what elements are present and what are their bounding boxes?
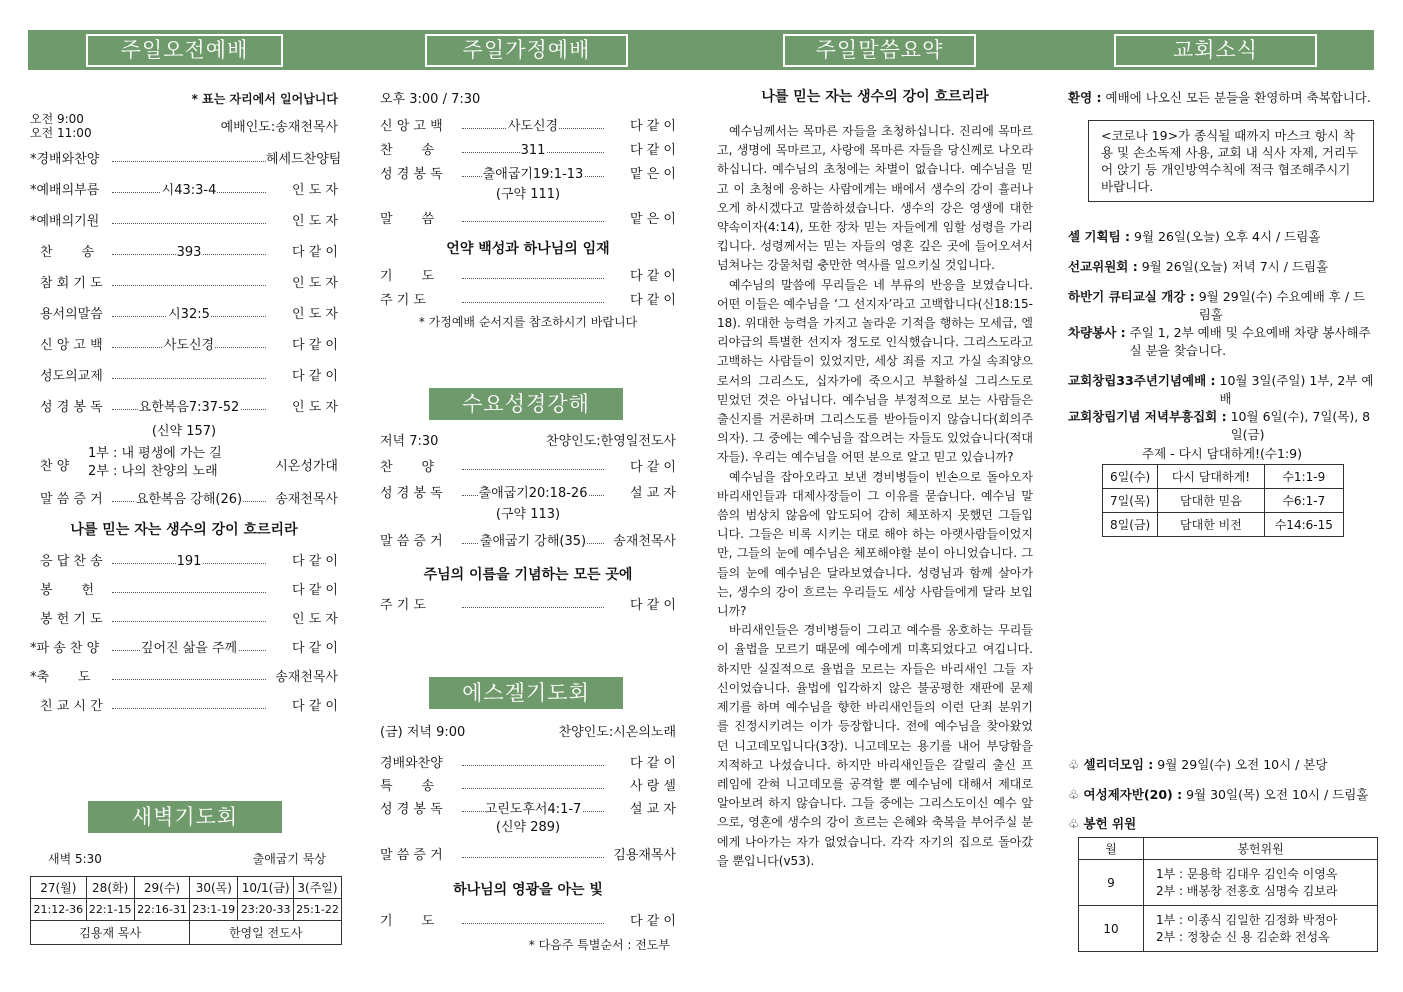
morning-witness-label: 말 씀 증 거 bbox=[40, 492, 103, 507]
morning-item2-leader-dots bbox=[112, 679, 266, 680]
wednesday-item2-leader-dots bbox=[462, 607, 604, 608]
sermon-title: 나를 믿는 자는 생수의 강이 흐르리라 bbox=[70, 522, 298, 538]
morning-item2-person: 인 도 자 bbox=[292, 612, 338, 627]
dawn-passage-cell: 23:20-33 bbox=[238, 899, 294, 921]
news-item bbox=[1068, 324, 1376, 372]
morning-item2-label: 친 교 시 간 bbox=[40, 699, 103, 714]
ezekiel-item-label: 특 송 bbox=[380, 779, 435, 794]
offering-row bbox=[1079, 860, 1378, 906]
morning-item2-leader-dots bbox=[112, 621, 266, 622]
family-item2-label: 기 도 bbox=[380, 269, 435, 284]
dawn-prayer-title: 새벽기도회 bbox=[88, 801, 282, 833]
wednesday-item-label: 성 경 봉 독 bbox=[380, 486, 443, 501]
wednesday-witness-person: 송재천목사 bbox=[613, 534, 676, 549]
morning-item-person: 다 같 이 bbox=[292, 338, 338, 353]
morning-item-row bbox=[30, 175, 338, 206]
offering-row bbox=[1079, 906, 1378, 952]
ezekiel-witness-row bbox=[380, 841, 676, 871]
morning-item2-row bbox=[30, 576, 338, 605]
women-disciple-class bbox=[1068, 785, 1376, 817]
offering-members-cell bbox=[1144, 906, 1378, 952]
morning-item2-label: 봉 헌 bbox=[40, 583, 95, 598]
family-word-label: 말 씀 bbox=[380, 212, 435, 227]
family-worship-column bbox=[380, 89, 676, 335]
wednesday-item2-label: 주 기 도 bbox=[380, 598, 426, 613]
ezekiel-item2-leader-dots bbox=[462, 923, 604, 924]
morning-item2-person: 다 같 이 bbox=[292, 699, 338, 714]
hymn-choir: 시온성가대 bbox=[275, 459, 338, 474]
family-item-label: 신 앙 고 백 bbox=[380, 119, 443, 134]
ezekiel-item-detail: 고린도후서4:1-7 bbox=[484, 802, 582, 817]
wednesday-reading-subtitle: (구약 113) bbox=[495, 507, 561, 522]
ezekiel-item-row bbox=[380, 798, 676, 821]
morning-item2-leader-dots bbox=[112, 708, 266, 709]
offering-members-line: 1부 : 문용학 김대우 김인숙 이영옥 bbox=[1156, 866, 1338, 881]
dawn-prayer bbox=[30, 850, 342, 945]
welcome-text: 예배에 나오신 모든 분들을 환영하며 축복합니다. bbox=[1105, 90, 1371, 105]
dawn-day-cell: 27(월) bbox=[31, 877, 87, 899]
family-item-row bbox=[380, 139, 676, 163]
morning-item2-label: *파 송 찬 양 bbox=[30, 641, 100, 656]
dawn-schedule-table bbox=[30, 876, 342, 945]
morning-item-detail: 요한복음7:37-52 bbox=[138, 400, 240, 415]
wednesday-item-detail: 출애굽기20:18-26 bbox=[478, 486, 588, 501]
morning-item-label: *예배의부름 bbox=[30, 183, 100, 198]
morning-item2-row bbox=[30, 547, 338, 576]
offering-members-cell bbox=[1144, 860, 1378, 906]
revival-day-cell: 6일(수) bbox=[1103, 465, 1158, 489]
wednesday-time: 저녁 7:30 bbox=[380, 434, 439, 449]
family-item2-person: 다 같 이 bbox=[630, 293, 676, 308]
family-item-row bbox=[380, 115, 676, 139]
church-news-column bbox=[1068, 88, 1376, 952]
morning-item2-person: 다 같 이 bbox=[292, 554, 338, 569]
morning-item-row bbox=[30, 330, 338, 361]
family-item2-leader-dots bbox=[462, 302, 604, 303]
family-item2-label: 주 기 도 bbox=[380, 293, 426, 308]
family-word-row bbox=[380, 207, 676, 233]
morning-item2-label: 봉 헌 기 도 bbox=[40, 612, 103, 627]
dawn-leader-2: 한영일 전도사 bbox=[190, 921, 342, 945]
family-worship-title: 주일가정예배 bbox=[425, 34, 628, 67]
revival-row bbox=[1103, 513, 1344, 537]
ezekiel-column bbox=[380, 722, 676, 955]
morning-item-row bbox=[30, 392, 338, 423]
dawn-day-cell: 30(목) bbox=[190, 877, 238, 899]
morning-item-row bbox=[30, 361, 338, 392]
morning-item-detail: 사도신경 bbox=[163, 338, 215, 353]
offering-header-cell: 봉헌위원 bbox=[1144, 838, 1378, 860]
sermon-summary-title: 주일말씀요약 bbox=[783, 34, 976, 67]
sermon-column bbox=[717, 86, 1033, 871]
ezekiel-note: * 다음주 특별순서 : 전도부 bbox=[528, 938, 670, 952]
time-first: 오전 9:00 bbox=[30, 112, 84, 126]
news-item-label: 교회창립기념 저녁부흥집회 : bbox=[1068, 409, 1227, 424]
morning-witness-person: 송재천목사 bbox=[275, 492, 338, 507]
dawn-day-cell: 28(화) bbox=[86, 877, 134, 899]
ezekiel-item-leader-dots bbox=[462, 765, 604, 766]
morning-item-label: 성도의교제 bbox=[40, 369, 103, 384]
offering-members-line: 2부 : 정창순 신 용 김순화 전성옥 bbox=[1156, 929, 1330, 944]
offering-members-line: 2부 : 배봉창 전홍호 심명숙 김보라 bbox=[1156, 883, 1338, 898]
news-item-label: 차량봉사 : bbox=[1068, 325, 1126, 340]
revival-verse-cell: 수1:1-9 bbox=[1264, 465, 1343, 489]
revival-verse-cell: 수14:6-15 bbox=[1264, 513, 1343, 537]
family-item-label: 성 경 봉 독 bbox=[380, 167, 443, 182]
revival-table bbox=[1102, 464, 1344, 537]
ezekiel-item-leader-dots bbox=[462, 788, 604, 789]
news-item-text: 10월 3일(주일) 1부, 2부 예배 bbox=[1219, 373, 1374, 406]
sermon-summary-heading: 나를 믿는 자는 생수의 강이 흐르리라 bbox=[761, 89, 989, 105]
sermon-paragraph-2: 예수님의 말씀에 무리들은 네 부류의 반응을 보였습니다. 어떤 이들은 예수님을 ‘그 선지자’라고 고백합니다(신18:15-18). 위대한 능력을 가지고 놀라운 기적을 행하는 모세급, 엘리야급의 특별한 선지자 정도로 인식했습니다. 그리스도라고 고백하는 사람들이 있었지만, 세상 죄를 지고 가실 속죄양으로서의 그리스도, 십자가에 죽으시고 부활하실 그리스도로 믿었던 것은 아닙니다. 예수님을 부정적으로 보는 사람들은 출신지를 거론하며 그리스도를 받아들이지 않습니다(회의주의자). 그 중에는 예수님을 잡으려는 자들도 있었습니다(적대자들). 우리는 예수님을 어떤 분으로 알고 믿고 있습니까? bbox=[717, 277, 1033, 465]
morning-item-person: 인 도 자 bbox=[292, 214, 338, 229]
sermon-paragraph-3: 예수님을 잡아오라고 보낸 경비병들이 빈손으로 돌아오자 바리새인들과 대제사장들이 그 이유를 묻습니다. 예수님 말씀의 범상치 않음에 압도되어 감히 체포하지 못했던 그들입니다. 그들은 비록 시키는 대로 해야 하는 아랫사람들이었지만, 그들의 눈에 예수님은 체포해야할 분이 아니었습니다. 그들의 눈에 예수님은 달라보였습니다. 성령님과 함께 살아가는, 생수의 강이 흐르는 우리들도 세상 사람들에게 달라 보입니까? bbox=[717, 469, 1033, 619]
wednesday-item2-row bbox=[380, 593, 676, 619]
revival-title-cell: 담대한 비전 bbox=[1158, 513, 1264, 537]
morning-item2-detail: 깊어진 삶을 주께 bbox=[140, 641, 238, 656]
family-time: 오후 3:00 / 7:30 bbox=[380, 92, 481, 107]
news-item bbox=[1068, 372, 1376, 408]
family-sermon-title: 언약 백성과 하나님의 임재 bbox=[446, 241, 610, 257]
ezekiel-reading-subtitle: (신약 289) bbox=[495, 820, 561, 835]
revival-title-cell: 담대한 믿음 bbox=[1158, 489, 1264, 513]
wednesday-item-row bbox=[380, 481, 676, 507]
morning-item-person: 다 같 이 bbox=[292, 369, 338, 384]
family-item2-leader-dots bbox=[462, 278, 604, 279]
news-item-text: 9월 26일(오늘) 오후 4시 / 드림홀 bbox=[1134, 229, 1321, 244]
wednesday-item-row bbox=[380, 455, 676, 481]
morning-item-label: 참 회 기 도 bbox=[40, 276, 103, 291]
sermon-paragraph-4: 바리새인들은 경비병들이 그리고 예수를 옹호하는 무리들이 율법을 모르기 때문에 예수에게 미혹되었다고 여깁니다. 하지만 실질적으로 율법을 모르는 자들은 바리새인 그들 자신이었습니다. 율법에 입각하지 않은 불공평한 재판에 문제 제기를 하며 예수님을 향한 바리새인들의 이런 단죄 분위기를 진정시키려는 이가 등장합니다. 전에 예수님을 찾아왔었던 니고데모입니다(3장). 니고데모는 용기를 내어 부당함을 지적하고 나섰습니다. 하지만 바리새인들은 갈릴리 출신 프레임에 갇혀 니고데모를 공격할 뿐 예수님에 대해서 제대로 알아보려 하지 않습니다. 그들 중에는 그리스도이신 예수 앞으로, 영혼에 생수의 강이 흐르는 은혜와 축복을 부어주실 분에게 나아가는 자가 없었습니다. 각각 자기의 집으로 돌아갔을 뿐입니다(v53). bbox=[717, 623, 1033, 868]
ezekiel-sermon-title: 하나님의 영광을 아는 빛 bbox=[453, 882, 603, 898]
revival-title-cell: 다시 담대하게! bbox=[1158, 465, 1264, 489]
offering-header-cell: 월 bbox=[1079, 838, 1144, 860]
ezekiel-item-row bbox=[380, 752, 676, 775]
news-item-text: 주일 1, 2부 예배 및 수요예배 차량 봉사해주실 분을 찾습니다. bbox=[1129, 325, 1371, 358]
morning-item-label: *경배와찬양 bbox=[30, 152, 100, 167]
wednesday-item-person: 다 같 이 bbox=[630, 460, 676, 475]
ezekiel-item2-person: 다 같 이 bbox=[630, 914, 676, 929]
dawn-passage-cell: 22:16-31 bbox=[134, 899, 190, 921]
news-item-label: 하반기 큐티교실 개강 : bbox=[1068, 289, 1195, 304]
dawn-time: 새벽 5:30 bbox=[48, 852, 102, 866]
offering-members-line: 1부 : 이종식 김일한 김정화 박정아 bbox=[1156, 912, 1338, 927]
offering-month-cell: 9 bbox=[1079, 860, 1144, 906]
ezekiel-witness-leader-dots bbox=[462, 857, 604, 858]
morning-worship-column bbox=[30, 88, 342, 721]
morning-item-detail: 시32:5 bbox=[168, 307, 210, 322]
morning-item-label: 성 경 봉 독 bbox=[40, 400, 103, 415]
revival-verse-cell: 수6:1-7 bbox=[1264, 489, 1343, 513]
news-item bbox=[1068, 228, 1376, 258]
family-item-person: 맡 은 이 bbox=[630, 167, 676, 182]
family-item-detail: 사도신경 bbox=[507, 119, 559, 134]
morning-item-detail: 393 bbox=[176, 245, 202, 260]
service-times bbox=[30, 110, 338, 144]
hymn-line-2: 2부 : 나의 찬양의 노래 bbox=[88, 464, 218, 479]
news-item-label: 선교위원회 : bbox=[1068, 259, 1138, 274]
stand-note: * 표는 자리에서 일어납니다 bbox=[191, 92, 338, 106]
welcome-label: 환영 : bbox=[1068, 90, 1102, 105]
ezekiel-item-label: 성 경 봉 독 bbox=[380, 802, 443, 817]
news-item bbox=[1068, 258, 1376, 288]
dawn-day-cell: 3(주일) bbox=[293, 877, 341, 899]
morning-item2-person: 다 같 이 bbox=[292, 641, 338, 656]
revival-row bbox=[1103, 465, 1344, 489]
morning-item-label: 용서의말씀 bbox=[40, 307, 103, 322]
morning-item2-row bbox=[30, 692, 338, 721]
wednesday-witness-detail: 출애굽기 강해(35) bbox=[479, 534, 587, 549]
family-item-detail: 출애굽기19:1-13 bbox=[482, 167, 584, 182]
time-second: 오전 11:00 bbox=[30, 126, 92, 140]
dawn-passage-cell: 21:12-36 bbox=[31, 899, 87, 921]
morning-item2-detail: 191 bbox=[176, 554, 202, 569]
morning-witness-detail: 요한복음 강해(26) bbox=[135, 492, 243, 507]
offering-month-cell: 10 bbox=[1079, 906, 1144, 952]
wednesday-title: 수요성경강해 bbox=[429, 388, 623, 420]
ezekiel-leader: 찬양인도:시온의노래 bbox=[558, 725, 676, 740]
morning-item-person: 인 도 자 bbox=[292, 183, 338, 198]
morning-item2-row bbox=[30, 663, 338, 692]
family-item-person: 다 같 이 bbox=[630, 119, 676, 134]
wednesday-item2-person: 다 같 이 bbox=[630, 598, 676, 613]
family-item-detail: 311 bbox=[520, 143, 546, 158]
family-item-row bbox=[380, 163, 676, 187]
wednesday-leader: 찬양인도:한영일전도사 bbox=[546, 434, 676, 449]
morning-item-row bbox=[30, 268, 338, 299]
morning-item2-person: 다 같 이 bbox=[292, 583, 338, 598]
morning-item2-row bbox=[30, 634, 338, 663]
welcome-line bbox=[1068, 88, 1376, 108]
ezekiel-item-label: 경배와찬양 bbox=[380, 756, 443, 771]
family-word-leader-dots bbox=[462, 221, 604, 222]
family-item2-person: 다 같 이 bbox=[630, 269, 676, 284]
revival-row bbox=[1103, 489, 1344, 513]
morning-item-leader-dots bbox=[112, 223, 266, 224]
revival-day-cell: 8일(금) bbox=[1103, 513, 1158, 537]
morning-item-label: 찬 송 bbox=[40, 245, 95, 260]
dawn-day-cell: 10/1(금) bbox=[238, 877, 294, 899]
news-item-text: 9월 26일(오늘) 저녁 7시 / 드림홀 bbox=[1141, 259, 1329, 274]
cell-leader-label: ♧ 셀리더모임 : bbox=[1068, 757, 1154, 772]
cell-leader-text: 9월 29일(수) 오전 10시 / 본당 bbox=[1157, 757, 1328, 772]
ezekiel-item2-row bbox=[380, 909, 676, 935]
hymn-row bbox=[30, 443, 338, 487]
family-note: * 가정예배 순서지를 참조하시기 바랍니다 bbox=[418, 315, 638, 329]
revival-day-cell: 7일(목) bbox=[1103, 489, 1158, 513]
ezekiel-title: 에스겔기도회 bbox=[429, 677, 623, 709]
morning-item-person: 인 도 자 bbox=[292, 276, 338, 291]
news-item bbox=[1068, 408, 1376, 444]
offering-table bbox=[1078, 837, 1378, 952]
dawn-passage-cell: 23:1-19 bbox=[190, 899, 238, 921]
family-item2-row bbox=[380, 289, 676, 313]
morning-item-row bbox=[30, 206, 338, 237]
morning-item2-label: *축 도 bbox=[30, 670, 91, 685]
dawn-passage-cell: 22:1-15 bbox=[86, 899, 134, 921]
family-item-person: 다 같 이 bbox=[630, 143, 676, 158]
news-item-text: 10월 6일(수), 7일(목), 8일(금) bbox=[1230, 409, 1371, 442]
morning-item-leader-dots bbox=[112, 285, 266, 286]
wednesday-column bbox=[380, 431, 676, 619]
morning-item-leader-dots bbox=[112, 378, 266, 379]
morning-item-label: *예배의기원 bbox=[30, 214, 100, 229]
morning-item2-row bbox=[30, 605, 338, 634]
ezekiel-item-row bbox=[380, 775, 676, 798]
morning-witness-row bbox=[30, 487, 338, 513]
ezekiel-time: (금) 저녁 9:00 bbox=[380, 725, 466, 740]
morning-item-row bbox=[30, 237, 338, 268]
morning-item-row bbox=[30, 144, 342, 175]
morning-item-person: 인 도 자 bbox=[292, 307, 338, 322]
news-item-label: 셀 기획팀 : bbox=[1068, 229, 1131, 244]
sermon-paragraph-1: 예수님께서는 목마른 자들을 초청하십니다. 진리에 목마르고, 생명에 목마르고, 사랑에 목마른 자들을 당신께로 나오라 하십니다. 예수님의 초청에는 차별이 없습니다. 예수님을 믿고 이 초청에 응하는 사람에게는 배에서 생수의 강이 흘러나오게 하시겠다고 말씀하셨습니다. 생수의 강은 영생에 대한 약속이자(4:14), 또한 장차 믿는 자들에게 임할 성령을 가리킵니다. 성령께서는 믿는 자들의 영혼 깊은 곳에 들어오셔서 넘쳐나는 강물처럼 충만한 역사를 일으키실 것입니다. bbox=[717, 124, 1033, 273]
wednesday-witness-label: 말 씀 증 거 bbox=[380, 534, 443, 549]
wednesday-witness-row bbox=[380, 527, 676, 557]
wednesday-item-label: 찬 양 bbox=[380, 460, 435, 475]
hymn-line-1: 1부 : 내 평생에 가는 길 bbox=[88, 446, 222, 461]
reading-subtitle: (신약 157) bbox=[151, 424, 217, 439]
revival-theme: 주제 - 다시 담대하게!(수1:9) bbox=[1142, 446, 1302, 461]
family-item2-row bbox=[380, 265, 676, 289]
worship-leader: 예배인도:송재천목사 bbox=[220, 120, 338, 135]
dawn-book: 출애굽기 묵상 bbox=[252, 852, 326, 866]
news-item-label: 교회창립33주년기념예배 : bbox=[1068, 373, 1216, 388]
ezekiel-item-person: 사 랑 셀 bbox=[630, 779, 676, 794]
morning-item-person: 인 도 자 bbox=[292, 400, 338, 415]
morning-item-detail: 시43:3-4 bbox=[161, 183, 217, 198]
morning-worship-title: 주일오전예배 bbox=[86, 34, 283, 67]
ezekiel-witness-label: 말 씀 증 거 bbox=[380, 848, 443, 863]
church-news-title: 교회소식 bbox=[1114, 34, 1317, 67]
family-reading-subtitle: (구약 111) bbox=[495, 187, 561, 202]
covid-notice: <코로나 19>가 종식될 때까지 마스크 항시 착용 및 손소독제 사용, 교회 내 식사 자제, 거리두어 앉기 등 개인방역수칙에 적극 협조해주시기 바랍니다. bbox=[1088, 120, 1374, 202]
wednesday-sermon-title: 주님의 이름을 기념하는 모든 곳에 bbox=[423, 567, 633, 583]
morning-item2-label: 응 답 찬 송 bbox=[40, 554, 103, 569]
morning-item-row bbox=[30, 299, 338, 330]
offering-title: ♧ 봉헌 위원 bbox=[1068, 816, 1137, 831]
morning-item-person: 다 같 이 bbox=[292, 245, 338, 260]
hymn-label: 찬 양 bbox=[40, 459, 70, 474]
wednesday-item-leader-dots bbox=[462, 469, 604, 470]
ezekiel-item-person: 다 같 이 bbox=[630, 756, 676, 771]
morning-item2-person: 송재천목사 bbox=[275, 670, 338, 685]
news-item bbox=[1068, 288, 1376, 324]
dawn-leader-1: 김용재 목사 bbox=[31, 921, 190, 945]
dawn-passage-cell: 25:1-22 bbox=[293, 899, 341, 921]
family-word-person: 맡 은 이 bbox=[630, 212, 676, 227]
ezekiel-item2-label: 기 도 bbox=[380, 914, 435, 929]
morning-item2-leader-dots bbox=[112, 592, 266, 593]
morning-item-label: 신 앙 고 백 bbox=[40, 338, 103, 353]
women-disciple-label: ♧ 여성제자반(20) : bbox=[1068, 787, 1183, 802]
dawn-day-cell: 29(수) bbox=[134, 877, 190, 899]
news-item-text: 9월 29일(수) 수요예배 후 / 드림홀 bbox=[1198, 289, 1366, 322]
ezekiel-witness-person: 김용재목사 bbox=[613, 848, 676, 863]
women-disciple-text: 9월 30일(목) 오전 10시 / 드림홀 bbox=[1186, 787, 1369, 802]
morning-item-person: 헤세드찬양팀 bbox=[266, 152, 342, 167]
wednesday-item-person: 설 교 자 bbox=[630, 486, 676, 501]
family-item-label: 찬 송 bbox=[380, 143, 435, 158]
morning-item-leader-dots bbox=[112, 161, 266, 162]
cell-leader-meeting bbox=[1068, 753, 1376, 785]
ezekiel-item-person: 설 교 자 bbox=[630, 802, 676, 817]
